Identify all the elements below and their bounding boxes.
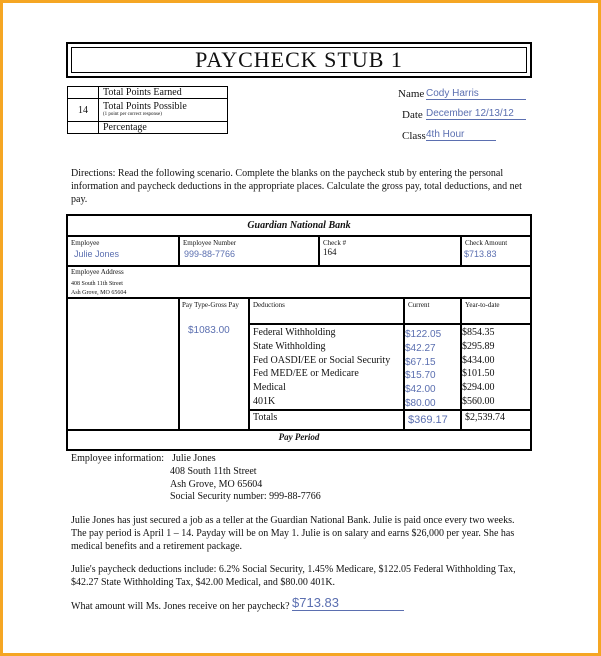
blank-cell (67, 298, 179, 430)
deduction-ytd: $101.50 (462, 368, 495, 380)
check-value[interactable]: 164 (323, 247, 337, 257)
deduction-name: Medical (253, 382, 286, 394)
current-list (404, 324, 461, 410)
ytd-list (461, 324, 531, 410)
deductions-label: Deductions (253, 301, 285, 309)
address-cell (67, 266, 531, 298)
deduction-ytd: $560.00 (462, 395, 495, 407)
address-label: Employee Address (71, 268, 124, 276)
amount-value[interactable]: $713.83 (464, 249, 497, 259)
deductions-list (249, 324, 404, 410)
empnum-value[interactable]: 999-88-7766 (184, 249, 236, 259)
deduction-current[interactable]: $42.00 (405, 384, 436, 396)
deduction-name: Fed MED/EE or Medicare (253, 368, 359, 380)
deduction-current[interactable]: $80.00 (405, 397, 436, 409)
address-line2[interactable]: Ash Grove, MO 65604 (71, 290, 127, 296)
scenario-paragraph: Julie Jones has just secured a job as a teller at the Guardian National Bank. Julie is paid once every two weeks. The pay period is April 1 – 14. Payday will be on May 1. Julie is on salary and earns $26,000 per year. She has medical benefits and a retirement package. (71, 515, 515, 552)
percentage-value[interactable] (68, 122, 99, 134)
deduction-current[interactable]: $42.27 (405, 342, 436, 354)
deductions-paragraph: Julie's paycheck deductions include: 6.2% Social Security, 1.45% Medicare, $122.05 Federal Withholding Tax, $42.27 State Withholding Tax, $42.00 Medical, and $80.00 401K. (71, 564, 516, 588)
deduction-ytd: $434.00 (462, 354, 495, 366)
title-box (66, 42, 532, 78)
totals-label: Totals (249, 410, 404, 430)
ytd-label: Year-to-date (465, 301, 500, 309)
employee-value[interactable]: Julie Jones (74, 249, 120, 259)
address-line1[interactable]: 408 South 11th Street (71, 281, 123, 287)
directions: Directions: Read the following scenario. Complete the blanks on the paycheck stub by entering the personal information and paycheck deductions in the appropriate places. Calculate the gross pay, total deductions, and net pay. (71, 168, 522, 205)
deduction-name: State Withholding (253, 340, 326, 352)
answer-field[interactable]: $713.83 (292, 595, 404, 611)
deduction-name: 401K (253, 395, 276, 407)
totals-current[interactable]: $369.17 (404, 410, 461, 430)
deduction-current[interactable]: $15.70 (405, 370, 436, 382)
possible-note: (1 point per correct response) (103, 112, 162, 117)
earned-value[interactable] (68, 87, 99, 99)
percentage-label: Percentage (99, 122, 228, 134)
ytd-header (461, 298, 531, 324)
amount-cell (461, 236, 531, 266)
name-field[interactable]: Cody Harris (426, 88, 526, 100)
paytype-cell (179, 298, 249, 430)
totals-ytd: $2,539.74 (461, 410, 531, 430)
deduction-ytd: $294.00 (462, 382, 495, 394)
info-label: Employee information: (71, 453, 165, 464)
deduction-current[interactable]: $67.15 (405, 356, 436, 368)
employee-cell (67, 236, 179, 266)
current-header (404, 298, 461, 324)
check-cell (319, 236, 461, 266)
deduction-ytd: $854.35 (462, 327, 495, 338)
employee-label: Employee (71, 239, 100, 247)
check-label: Check # (323, 239, 347, 247)
name-label: Name (398, 88, 425, 100)
possible-value: 14 (68, 99, 99, 122)
date-label: Date (402, 109, 423, 121)
deduction-name: Fed OASDI/EE or Social Security (253, 354, 391, 366)
info-street: 408 South 11th Street (170, 466, 257, 477)
class-field[interactable]: 4th Hour (426, 129, 496, 141)
info-name: Julie Jones (172, 453, 216, 464)
info-city: Ash Grove, MO 65604 (170, 479, 263, 490)
current-label: Current (408, 301, 430, 309)
empnum-cell (179, 236, 319, 266)
page-title: PAYCHECK STUB 1 (195, 47, 403, 72)
earned-label: Total Points Earned (99, 87, 228, 99)
gross-value[interactable]: $1083.00 (188, 325, 230, 336)
class-label: Class (402, 130, 426, 142)
deduction-name: Federal Withholding (253, 327, 336, 338)
empnum-label: Employee Number (183, 239, 237, 247)
deduction-ytd: $295.89 (462, 340, 495, 352)
paycheck-stub (66, 214, 532, 451)
question-text: What amount will Ms. Jones receive on her paycheck? (71, 601, 290, 612)
bank-name: Guardian National Bank (67, 215, 531, 236)
points-table (67, 86, 228, 134)
amount-label: Check Amount (465, 239, 508, 247)
info-ssn: Social Security number: 999-88-7766 (170, 491, 321, 502)
date-field[interactable]: December 12/13/12 (426, 108, 526, 120)
paytype-label: Pay Type-Gross Pay (182, 301, 239, 309)
pay-period-label: Pay Period (67, 430, 531, 450)
deductions-header (249, 298, 404, 324)
deduction-current[interactable]: $122.05 (405, 329, 442, 340)
possible-label: Total Points Possible (103, 101, 187, 112)
